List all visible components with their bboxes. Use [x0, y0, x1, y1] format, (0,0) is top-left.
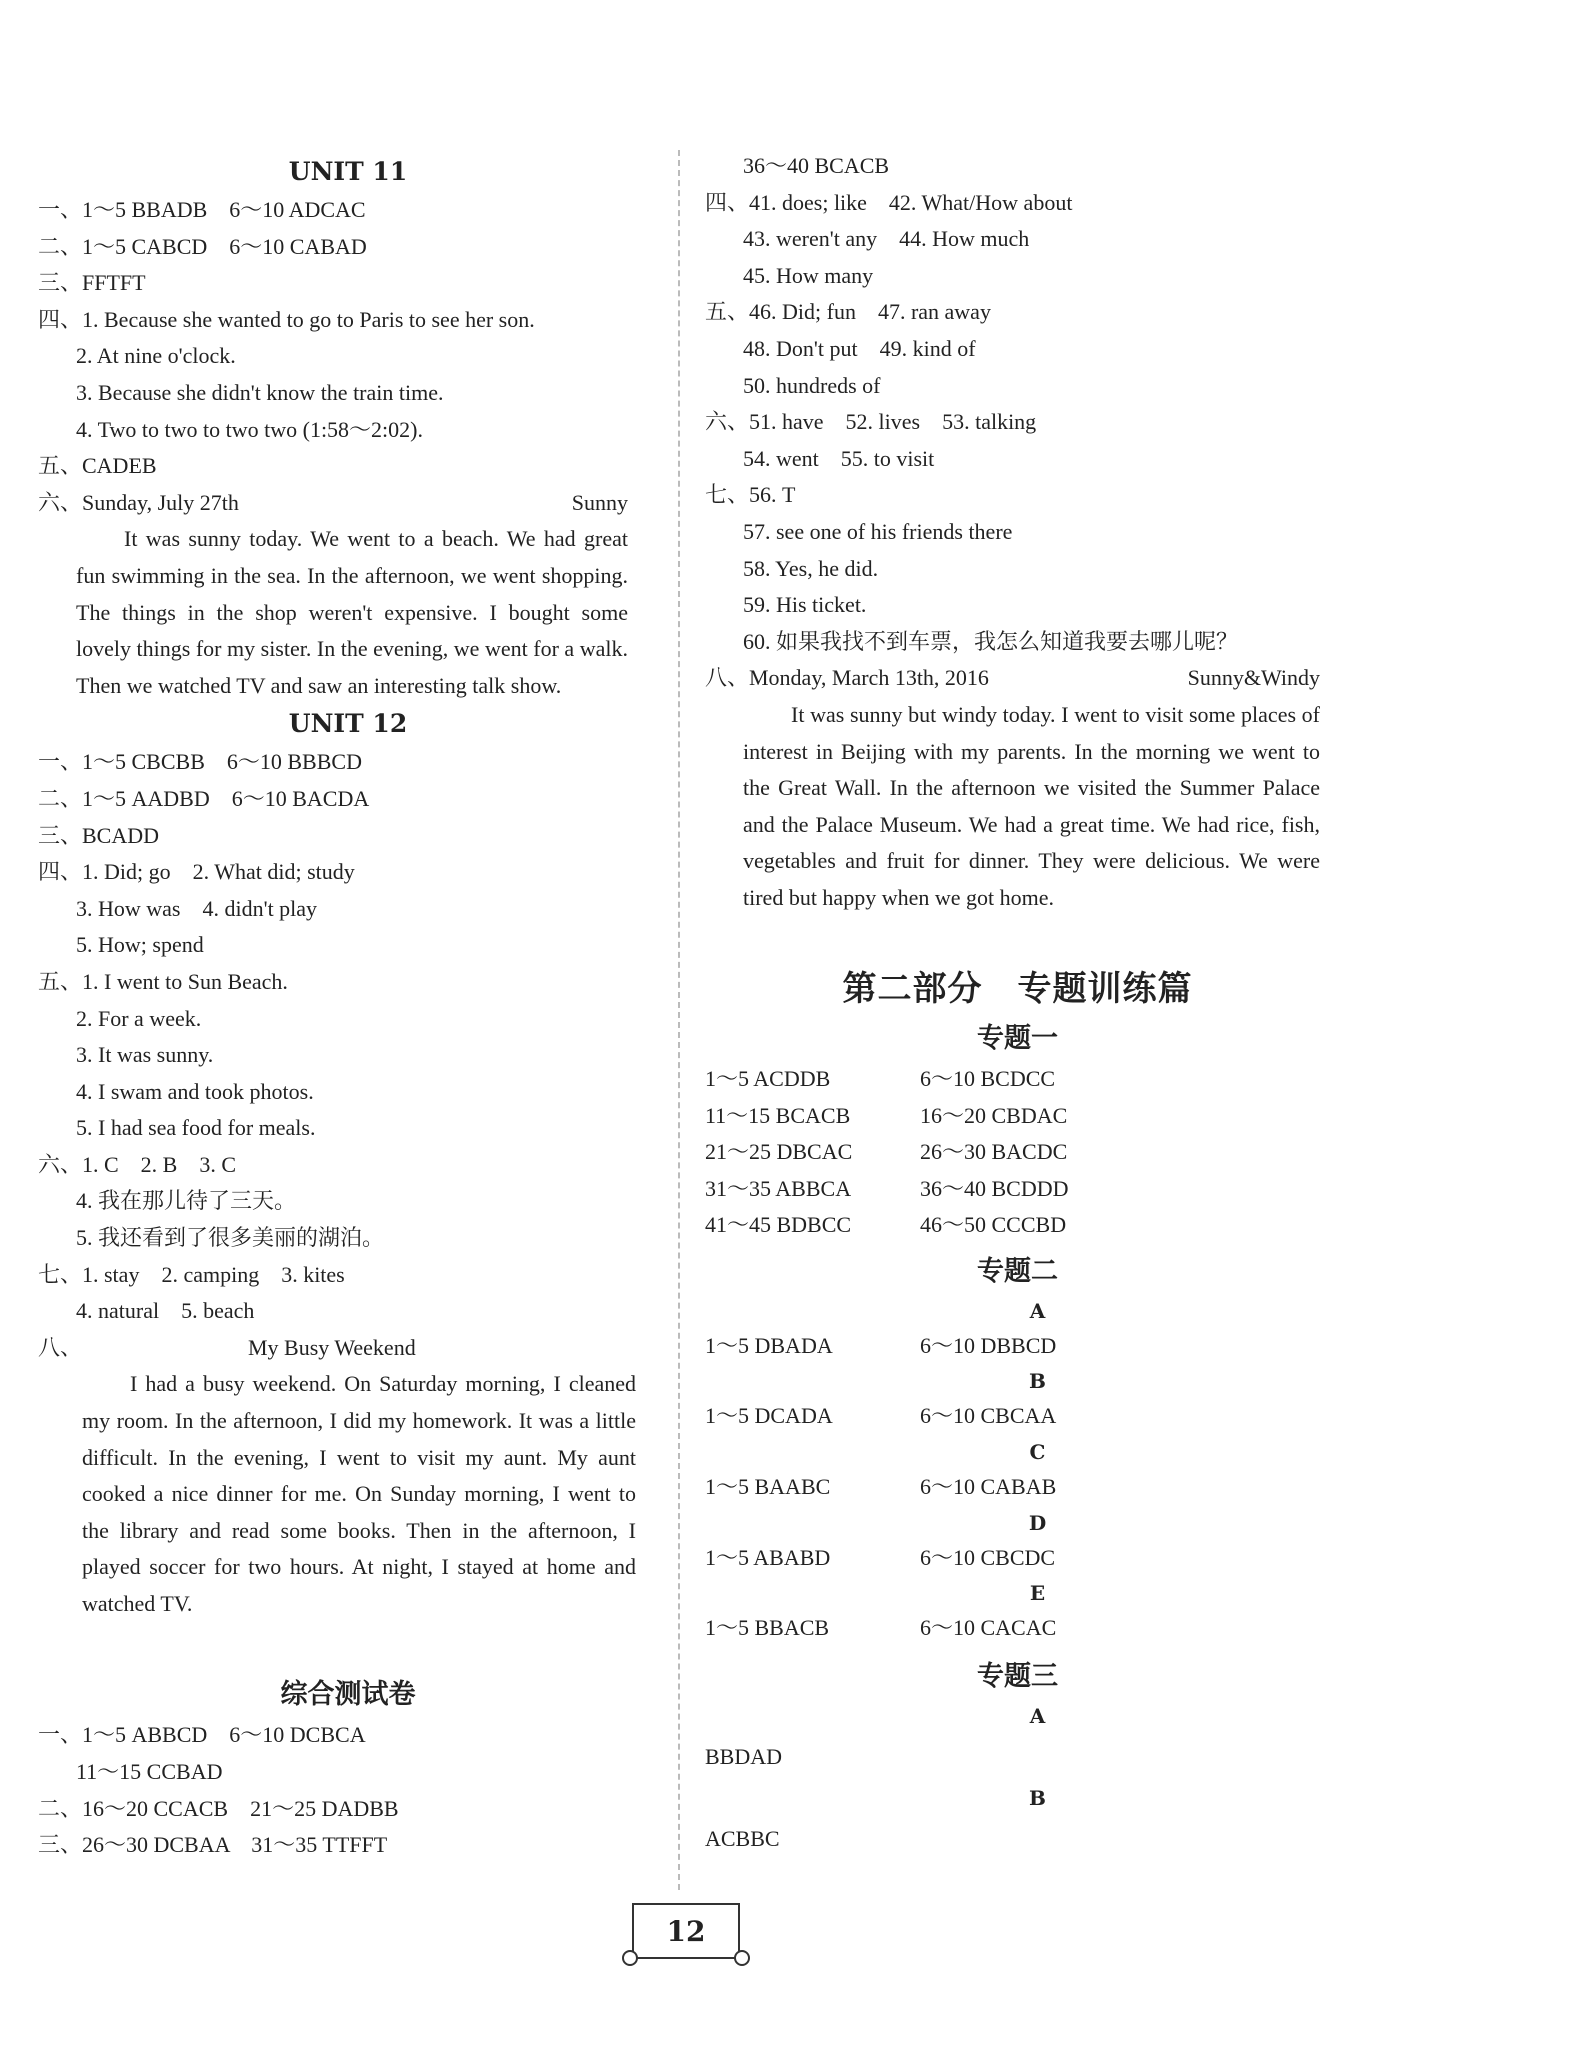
- answer-line: 2. At nine o'clock.: [76, 343, 236, 369]
- answer-row: [705, 1207, 1330, 1244]
- diary-date: 八、Monday, March 13th, 2016: [705, 665, 989, 691]
- topic-two-title: 专题二: [977, 1255, 1058, 1287]
- diary-header: [38, 485, 658, 522]
- essay-paragraph: I had a busy weekend. On Saturday morning, I cleaned my room. In the afternoon, I did my homework. It was a little difficult. In the evening, I went to visit my aunt. My aunt cooked a nice dinner for me. On Sunday morning, I went to the library and read some books. Then in the afternoon, I played soccer for two hours. At night, I stayed at home and watched TV.: [82, 1371, 636, 1616]
- answer-line: 60. 如果我找不到车票，我怎么知道我要去哪儿呢？: [743, 628, 1239, 654]
- section-letter: A: [1029, 1703, 1046, 1728]
- diary-date: 六、Sunday, July 27th: [38, 489, 239, 515]
- column-divider: [678, 150, 680, 1890]
- answer-line: 5. I had sea food for meals.: [76, 1115, 316, 1141]
- section-letter: B: [1029, 1786, 1046, 1811]
- answer-cell: 46～50 CCCBD: [920, 1212, 1067, 1238]
- answer-cell: 6～10 CACAC: [920, 1615, 1057, 1641]
- answer-line: 4. Two to two to two two (1:58～2:02).: [76, 416, 423, 442]
- answer-line: 4. natural 5. beach: [76, 1298, 255, 1324]
- answer-line: 五、CADEB: [38, 453, 157, 479]
- answer-row: [705, 1134, 1330, 1171]
- answer-cell: 6～10 CABAB: [920, 1474, 1057, 1500]
- answer-cell: 1～5 DBADA: [705, 1332, 833, 1358]
- section-letter: B: [1029, 1369, 1046, 1394]
- essay-header: [38, 1330, 658, 1367]
- answer-line: 一、1～5 BBADB 6～10 ADCAC: [38, 197, 366, 222]
- answer-cell: 6～10 DBBCD: [920, 1332, 1057, 1358]
- answer-cell: 6～10 CBCDC: [920, 1544, 1056, 1570]
- answer-cell: 11～15 BCACB: [705, 1102, 851, 1128]
- answer-line: 3. It was sunny.: [76, 1042, 214, 1068]
- answer-line: 3. Because she didn't know the train time.: [76, 379, 444, 405]
- answer-line: 45. How many: [743, 262, 874, 288]
- section-letter: D: [1028, 1510, 1047, 1535]
- section-letter: E: [1029, 1581, 1046, 1606]
- part-two-title: 第二部分 专题训练篇: [842, 968, 1193, 1009]
- unit-11-title: UNIT 11: [288, 157, 408, 186]
- answer-cell: 26～30 BACDC: [920, 1139, 1068, 1165]
- page-number: 12: [632, 1903, 740, 1957]
- answer-line: 四、41. does; like 42. What/How about: [705, 189, 1073, 215]
- answer-line: 57. see one of his friends there: [743, 518, 1013, 544]
- answer-line: 二、16～20 CCACB 21～25 DADBB: [38, 1795, 399, 1821]
- answer-line: 54. went 55. to visit: [743, 445, 935, 471]
- essay-title: My Busy Weekend: [248, 1334, 416, 1360]
- answer-line: 七、56. T: [705, 482, 796, 508]
- answer-line: 50. hundreds of: [743, 372, 881, 398]
- answer-cell: 21～25 DBCAC: [705, 1139, 853, 1165]
- answer-row: [705, 1610, 1330, 1647]
- answer-line: 3. How was 4. didn't play: [76, 895, 318, 921]
- answer-cell: 31～35 ABBCA: [705, 1175, 852, 1201]
- answer-cell: 41～45 BDBCC: [705, 1212, 852, 1238]
- page-number-base-line: [632, 1957, 740, 1959]
- answer-line: 六、1. C 2. B 3. C: [38, 1151, 237, 1177]
- diary-header: [705, 660, 1330, 697]
- answer-line: 59. His ticket.: [743, 592, 867, 618]
- answer-cell: 1～5 BBACB: [705, 1615, 830, 1641]
- answer-row: [705, 1061, 1330, 1098]
- diary-weather: Sunny&Windy: [1187, 665, 1320, 691]
- answer-cell: 1～5 ACDDB: [705, 1065, 831, 1091]
- answer-line: 58. Yes, he did.: [743, 555, 879, 581]
- answer-row: [705, 1398, 1330, 1435]
- answer-line: 2. For a week.: [76, 1005, 202, 1031]
- answer-cell: 1～5 BAABC: [705, 1474, 831, 1500]
- answer-row: [705, 1328, 1330, 1365]
- answer-cell: 1～5 DCADA: [705, 1403, 833, 1429]
- answer-line: 一、1～5 CBCBB 6～10 BBBCD: [38, 749, 362, 775]
- answer-line: 二、1～5 AADBD 6～10 BACDA: [38, 785, 370, 811]
- right-column: [705, 148, 1330, 1858]
- answer-row: [705, 1098, 1330, 1135]
- unit-12-title: UNIT 12: [288, 709, 408, 739]
- answer-line: 三、FFTFT: [38, 270, 146, 296]
- test-title: 综合测试卷: [280, 1679, 416, 1711]
- answer-line: 七、1. stay 2. camping 3. kites: [38, 1261, 345, 1287]
- answer-line: ACBBC: [705, 1826, 780, 1852]
- answer-cell: 16～20 CBDAC: [920, 1102, 1068, 1128]
- answer-cell: 6～10 CBCAA: [920, 1403, 1057, 1429]
- answer-line: 一、1～5 ABBCD 6～10 DCBCA: [38, 1722, 366, 1748]
- section-letter: A: [1029, 1298, 1046, 1323]
- answer-row: [705, 1540, 1330, 1577]
- answer-line: 5. How; spend: [76, 932, 204, 958]
- answer-line: 11～15 CCBAD: [76, 1759, 223, 1785]
- answer-line: BBDAD: [705, 1743, 783, 1769]
- answer-line: 二、1～5 CABCD 6～10 CABAD: [38, 233, 367, 259]
- answer-line: 36～40 BCACB: [743, 153, 890, 178]
- answer-row: [705, 1469, 1330, 1506]
- answer-line: 三、BCADD: [38, 822, 160, 848]
- page-number-left-dot: [622, 1950, 638, 1966]
- answer-line: 5. 我还看到了很多美丽的湖泊。: [76, 1225, 385, 1251]
- answer-line: 五、46. Did; fun 47. ran away: [705, 299, 991, 325]
- answer-cell: 6～10 BCDCC: [920, 1065, 1056, 1091]
- topic-three-title: 专题三: [977, 1660, 1058, 1692]
- answer-line: 48. Don't put 49. kind of: [743, 335, 976, 361]
- answer-cell: 36～40 BCDDD: [920, 1175, 1069, 1201]
- answer-line: 4. 我在那儿待了三天。: [76, 1188, 297, 1214]
- answer-line: 4. I swam and took photos.: [76, 1078, 314, 1104]
- answer-line: 五、1. I went to Sun Beach.: [38, 968, 288, 994]
- diary-paragraph: It was sunny today. We went to a beach. We had great fun swimming in the sea. In the afternoon, we went shopping. The things in the shop weren't expensive. I bought some lovely things for my sister. In the evening, we went for a walk. Then we watched TV and saw an interesting talk show.: [76, 526, 628, 698]
- page-number-right-dot: [734, 1950, 750, 1966]
- answer-line: 六、51. have 52. lives 53. talking: [705, 409, 1037, 435]
- answer-row: [705, 1171, 1330, 1208]
- answer-line: 四、1. Because she wanted to go to Paris to see her son.: [38, 306, 535, 332]
- section-letter: C: [1029, 1440, 1046, 1465]
- answer-line: 三、26～30 DCBAA 31～35 TTFFT: [38, 1832, 388, 1858]
- answer-line: 43. weren't any 44. How much: [743, 226, 1030, 252]
- diary-weather: Sunny: [571, 489, 628, 515]
- topic-one-title: 专题一: [977, 1022, 1058, 1054]
- answer-line: 四、1. Did; go 2. What did; study: [38, 859, 355, 885]
- answer-cell: 1～5 ABABD: [705, 1544, 831, 1570]
- essay-label: 八、: [38, 1334, 83, 1360]
- diary-paragraph: It was sunny but windy today. I went to visit some places of interest in Beijing with my parents. In the morning we went to the Great Wall. In the afternoon we visited the Summer Palace and the Palace Museum. We had a great time. We had rice, fish, vegetables and fruit for dinner. They were delicious. We were tired but happy when we got home.: [743, 701, 1320, 910]
- left-column: [38, 152, 658, 1864]
